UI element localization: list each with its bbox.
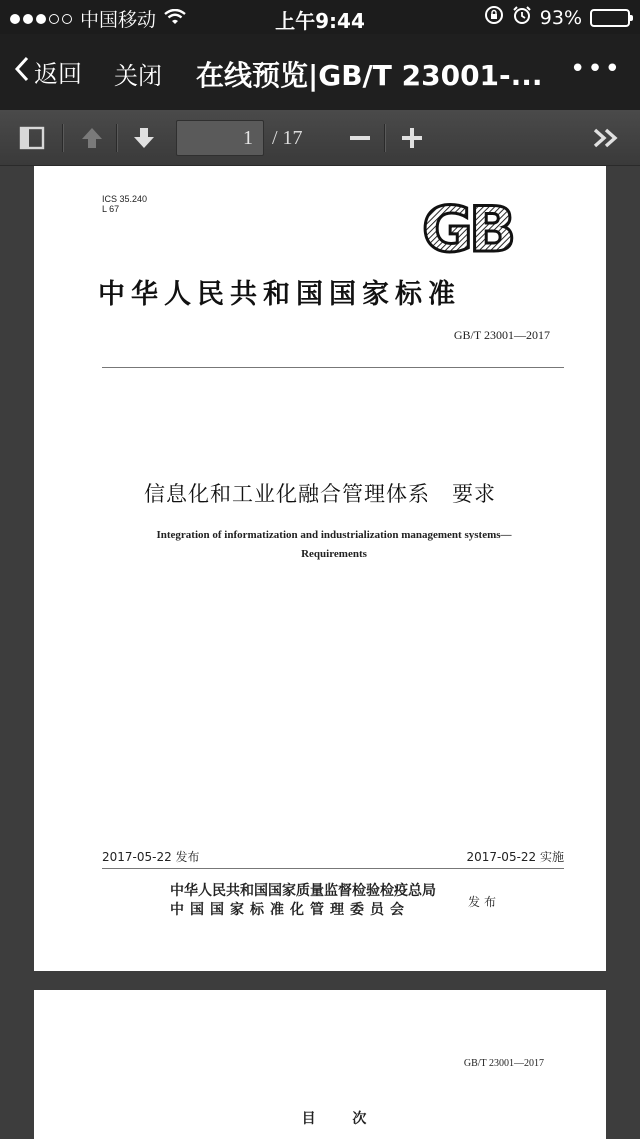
ics-number: ICS 35.240 bbox=[102, 194, 148, 204]
alarm-icon bbox=[512, 5, 532, 30]
page-title: 在线预览|GB/T 23001-... bbox=[196, 59, 543, 92]
wifi-icon bbox=[164, 8, 186, 30]
battery-icon bbox=[590, 9, 630, 27]
back-button[interactable] bbox=[14, 54, 82, 89]
close-button[interactable]: 关闭 bbox=[114, 62, 162, 90]
clock: 上午9:44 bbox=[275, 9, 365, 33]
pdf-page-1 bbox=[34, 166, 606, 971]
issuing-bodies bbox=[170, 882, 436, 920]
back-label: 返回 bbox=[34, 60, 82, 88]
divider-line bbox=[102, 367, 564, 368]
gb-logo bbox=[420, 196, 536, 260]
carrier-name: 中国移动 bbox=[80, 9, 157, 31]
divider-line bbox=[102, 868, 564, 869]
classification-code: L 67 bbox=[102, 204, 120, 214]
date-row bbox=[102, 848, 564, 865]
gb-logo-text: GB bbox=[422, 196, 513, 256]
page-number-input[interactable]: 1 bbox=[176, 120, 264, 156]
next-page-icon[interactable] bbox=[126, 120, 162, 156]
zoom-out-icon[interactable] bbox=[342, 120, 378, 156]
sidebar-toggle-icon[interactable] bbox=[14, 120, 50, 156]
document-title-en bbox=[34, 526, 634, 564]
pdf-page-2 bbox=[34, 990, 606, 1139]
document-title-zh: 信息化和工业化融合管理体系 要求 bbox=[144, 482, 496, 506]
signal-dots-icon bbox=[10, 14, 72, 24]
rotation-lock-icon bbox=[484, 5, 504, 30]
zoom-in-icon[interactable] bbox=[394, 120, 430, 156]
publish-label: 发布 bbox=[468, 895, 501, 909]
battery-percent: 93% bbox=[539, 6, 582, 29]
issuer-aqsiq: 中华人民共和国国家质量监督检验检疫总局 bbox=[170, 883, 436, 899]
release-date: 2017-05-22 发布 bbox=[102, 850, 200, 864]
document-title-en-line-2: Requirements bbox=[301, 548, 367, 560]
page-header-standard-number: GB/T 23001—2017 bbox=[463, 1058, 544, 1069]
status-bar bbox=[0, 0, 640, 34]
more-menu-button[interactable]: ••• bbox=[569, 54, 622, 84]
ics-code bbox=[102, 194, 147, 214]
effective-date: 2017-05-22 实施 bbox=[466, 850, 564, 864]
previous-page-icon[interactable] bbox=[74, 120, 110, 156]
document-title-en-line-1: Integration of informatization and industrialization management systems— bbox=[156, 529, 512, 541]
pdf-toolbar bbox=[0, 110, 640, 166]
table-of-contents-title: 目 次 bbox=[301, 1111, 367, 1127]
tools-icon[interactable] bbox=[588, 120, 624, 156]
chevron-left-icon bbox=[14, 55, 30, 89]
issuer-sac: 中国国家标准化管理委员会 bbox=[170, 902, 410, 918]
nav-bar bbox=[0, 34, 640, 110]
page-total: / 17 bbox=[272, 127, 303, 149]
national-standard-heading: 中华人民共和国国家标准 bbox=[98, 279, 461, 310]
standard-number: GB/T 23001—2017 bbox=[453, 328, 550, 342]
